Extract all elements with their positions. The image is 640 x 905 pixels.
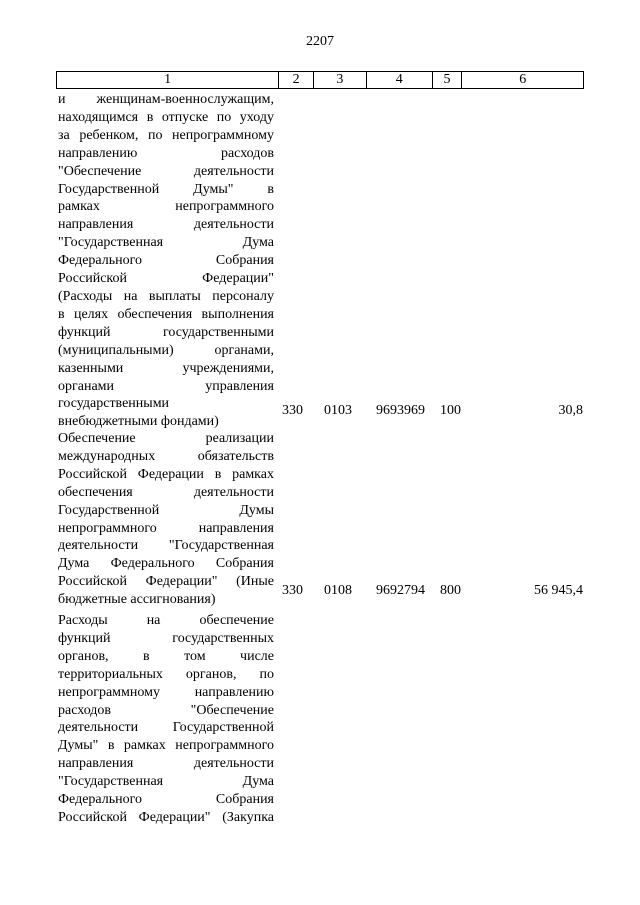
desc-line: государственными — [58, 396, 170, 412]
cell-vr: 800 — [440, 583, 461, 598]
desc-line: деятельности Государственной — [58, 720, 274, 736]
desc-line: функций государственными — [58, 324, 274, 340]
desc-line: органов, в том числе — [58, 648, 274, 664]
desc-line: Российской Федерации в рамках — [58, 466, 274, 482]
cell-sum: 30,8 — [558, 403, 583, 418]
desc-line: "Государственная Дума — [58, 235, 274, 251]
cell-sum: 56 945,4 — [534, 583, 583, 598]
desc-line: за ребенком, по непрограммному — [58, 127, 274, 143]
cell-vr: 100 — [440, 403, 461, 418]
desc-line: деятельности "Государственная — [58, 538, 274, 554]
cell-gp: 330 — [282, 403, 303, 418]
desc-line: "Государственная Дума — [58, 774, 274, 790]
desc-line: Российской Федерации" (Закупка — [58, 809, 274, 825]
desc-line: Российской Федерации" (Иные — [58, 574, 274, 590]
desc-line: Федерального Собрания — [58, 253, 274, 269]
desc-line: территориальных органов, по — [58, 666, 274, 682]
header-col-3: 3 — [313, 72, 366, 88]
row-description — [58, 430, 274, 609]
header-col-1: 1 — [164, 72, 172, 87]
desc-line: Думы" в рамках непрограммного — [58, 738, 274, 754]
desc-line: в целях обеспечения выполнения — [58, 306, 274, 322]
desc-line: Расходы на обеспечение — [58, 613, 274, 628]
desc-line: направлению расходов — [58, 145, 274, 161]
desc-line: органами управления — [58, 378, 274, 394]
desc-line: рамках непрограммного — [58, 199, 274, 215]
header-col-6: 6 — [461, 72, 583, 88]
desc-line: бюджетные ассигнования) — [58, 592, 216, 608]
row-description — [58, 612, 274, 827]
cell-csr: 9693969 — [376, 403, 425, 418]
desc-line: функций государственных — [58, 630, 274, 646]
desc-line: Государственной Думы — [58, 502, 274, 518]
desc-line: внебюджетными фондами) — [58, 414, 219, 430]
desc-line: Федерального Собрания — [58, 792, 274, 808]
desc-line: (Расходы на выплаты персоналу — [58, 288, 274, 304]
desc-line: казенными учреждениями, — [58, 360, 274, 376]
desc-line: (муниципальными) органами, — [58, 342, 274, 358]
header-col-4: 4 — [366, 72, 432, 88]
desc-line: непрограммного направления — [58, 520, 274, 536]
desc-line: Российской Федерации" — [58, 271, 274, 287]
desc-line: направления деятельности — [58, 217, 274, 233]
row-description — [58, 91, 274, 431]
header-col-2: 2 — [278, 72, 313, 88]
desc-line: Дума Федерального Собрания — [58, 556, 274, 572]
cell-section: 0108 — [324, 583, 352, 598]
desc-line: и женщинам-военнослужащим, — [58, 92, 274, 107]
desc-line: "Обеспечение деятельности — [58, 163, 274, 179]
desc-line: обеспечения деятельности — [58, 484, 274, 500]
table-header-row — [56, 71, 584, 89]
desc-line: расходов "Обеспечение — [58, 702, 274, 718]
desc-line: международных обязательств — [58, 448, 274, 464]
page-number: 2207 — [306, 34, 334, 49]
desc-line: Обеспечение реализации — [58, 431, 274, 446]
desc-line: направления деятельности — [58, 756, 274, 772]
desc-line: находящимся в отпуске по уходу — [58, 109, 274, 125]
cell-csr: 9692794 — [376, 583, 425, 598]
header-col-5: 5 — [432, 72, 462, 88]
desc-line: непрограммному направлению — [58, 684, 274, 700]
cell-gp: 330 — [282, 583, 303, 598]
cell-section: 0103 — [324, 403, 352, 418]
desc-line: Государственной Думы" в — [58, 181, 274, 197]
